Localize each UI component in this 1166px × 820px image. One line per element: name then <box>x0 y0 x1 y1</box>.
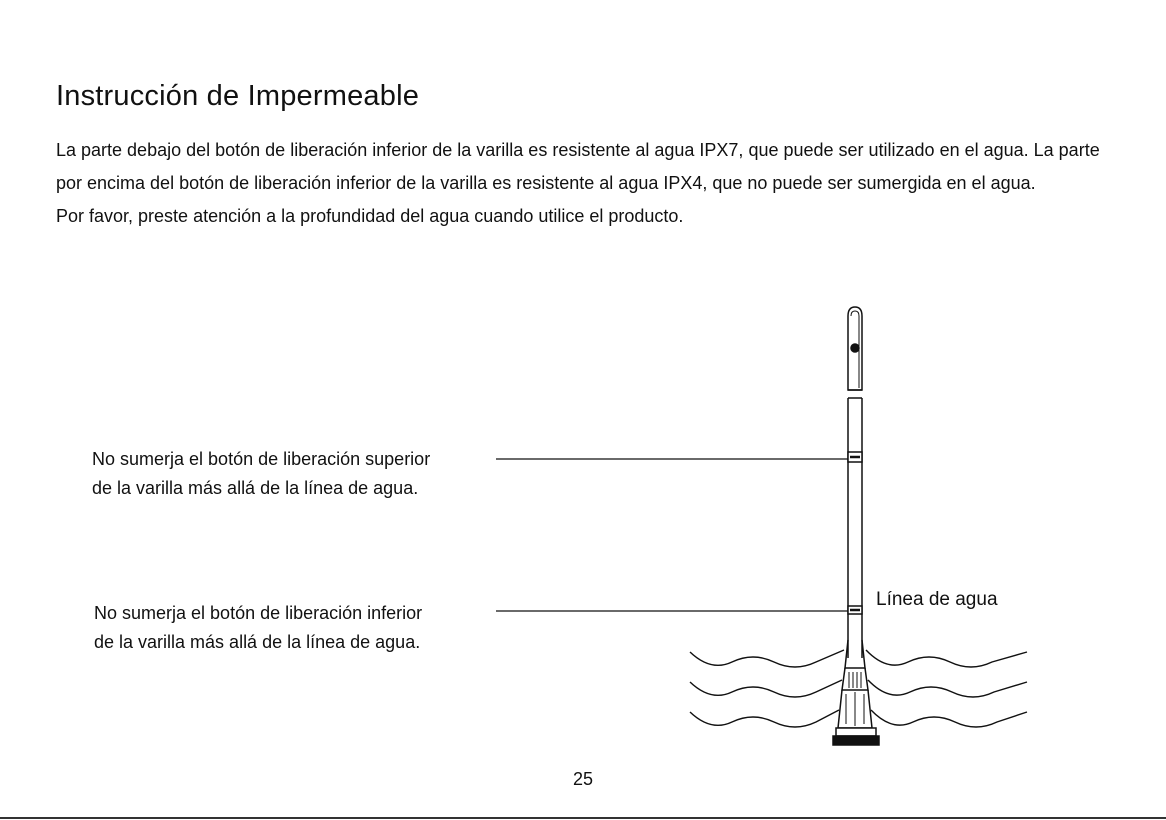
water-waves-illustration <box>690 650 1027 727</box>
cleaning-rod-illustration <box>833 307 879 745</box>
callout-lower-line-2: de la varilla más allá de la línea de agua. <box>94 632 421 652</box>
page-title: Instrucción de Impermeable <box>56 80 420 112</box>
callout-upper-release-button <box>92 445 430 503</box>
paragraph-waterproof-rating: La parte debajo del botón de liberación inferior de la varilla es resistente al agua IPX7, que puede ser utilizado en el agua. La parte por encima del botón de liberación inferior de la varilla es resistente al agua IPX4, que no puede ser sumergida en el agua. <box>56 140 1100 193</box>
footer-rule <box>0 817 1166 819</box>
page-number: 25 <box>572 769 594 789</box>
callout-lower-release-button <box>94 599 422 657</box>
paragraph-depth-warning: Por favor, preste atención a la profundidad del agua cuando utilice el producto. <box>56 206 684 226</box>
callout-upper-line-1: No sumerja el botón de liberación superior <box>92 449 431 469</box>
water-line-label: Línea de agua <box>876 589 998 610</box>
callout-lower-line-1: No sumerja el botón de liberación inferior <box>94 603 423 623</box>
callout-upper-line-2: de la varilla más allá de la línea de agua. <box>92 478 419 498</box>
